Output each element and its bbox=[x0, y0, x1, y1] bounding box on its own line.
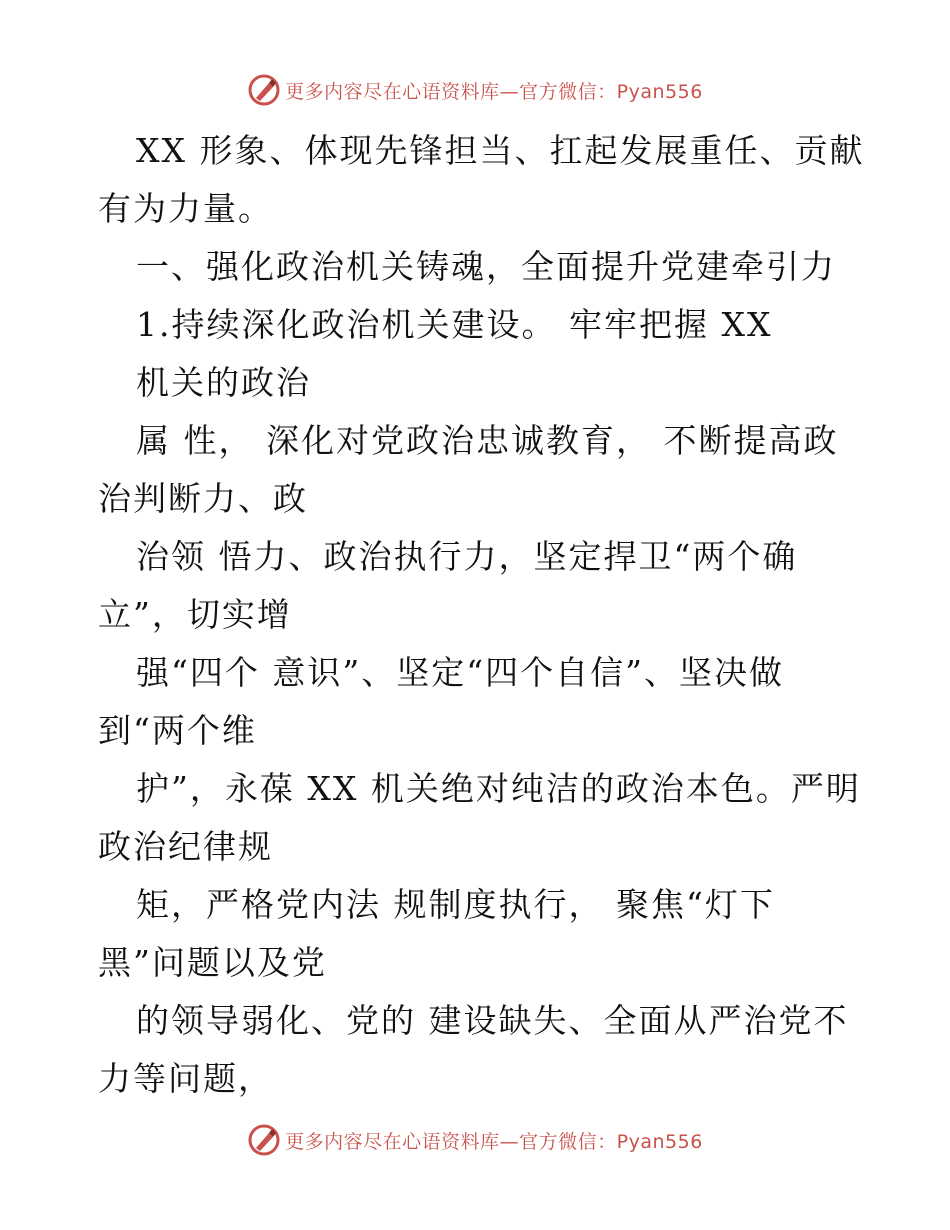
text-line: 立”，切实增 bbox=[98, 595, 292, 634]
text-line: 1.持续深化政治机关建设。 牢牢把握 XX bbox=[136, 305, 773, 344]
text-line: 黑”问题以及党 bbox=[98, 943, 327, 982]
text-line: 政治纪律规 bbox=[98, 827, 273, 866]
header-banner bbox=[0, 70, 950, 110]
text-line: 护”，永葆 XX 机关绝对纯洁的政治本色。严明 bbox=[136, 769, 861, 808]
text-line: 一、强化政治机关铸魂，全面提升党建牵引力 bbox=[136, 247, 836, 286]
header-banner-text: 更多内容尽在心语资料库—官方微信：Pyan556 bbox=[285, 80, 703, 103]
text-line: 的领导弱化、党的 建设缺失、全面从严治党不 bbox=[136, 1001, 849, 1040]
footer-banner bbox=[0, 1120, 950, 1160]
text-line: 力等问题， bbox=[98, 1059, 273, 1098]
text-line: XX 形象、体现先锋担当、扛起发展重任、贡献 bbox=[136, 131, 865, 170]
text-line: 强“四个 意识”、坚定“四个自信”、坚决做 bbox=[136, 653, 784, 692]
text-line: 治领 悟力、政治执行力，坚定捍卫“两个确 bbox=[136, 537, 798, 576]
text-line: 治判断力、政 bbox=[98, 479, 308, 518]
text-line: 有为力量。 bbox=[98, 189, 273, 228]
text-line: 机关的政治 bbox=[136, 363, 311, 402]
document-body bbox=[98, 122, 865, 1108]
text-line: 矩，严格党内法 规制度执行， 聚焦“灯下 bbox=[136, 885, 775, 924]
pen-logo-icon bbox=[247, 1123, 281, 1157]
text-line: 属 性， 深化对党政治忠诚教育， 不断提高政 bbox=[136, 421, 839, 460]
text-line: 到“两个维 bbox=[98, 711, 257, 750]
footer-banner-text: 更多内容尽在心语资料库—官方微信：Pyan556 bbox=[285, 1130, 703, 1153]
pen-logo-icon bbox=[247, 73, 281, 107]
